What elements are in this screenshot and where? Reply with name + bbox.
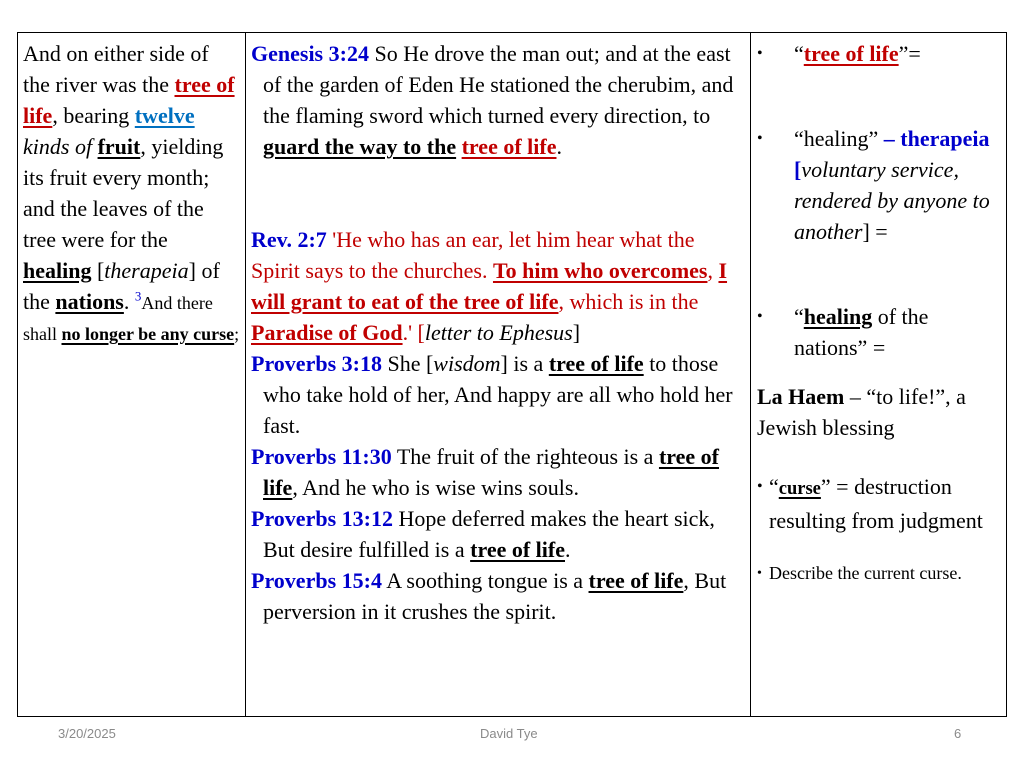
bullet-icon: • [757,478,763,495]
grant-to-eat-highlight: I will grant to eat of the tree of life [251,258,728,314]
verse-text: , which is in the [558,289,699,314]
footer-page-number: 6 [954,726,962,741]
therapeia-definition: voluntary service, rendered by anyone to another [794,157,990,244]
verse-number: 3 [134,288,142,304]
verse-reference: Proverbs 3:18 [251,351,382,376]
passage-text: . [123,289,135,314]
healing-highlight: healing [23,258,92,283]
revelation-text-cell [18,33,246,716]
bullet-icon: • [757,308,763,325]
bullet-text-part: of the nations” = [794,304,929,360]
verse-text: She [ [381,351,434,376]
tree-of-life-highlight: tree of life [461,134,557,159]
bullet-tree-of-life [757,38,1000,69]
la-haem-note [757,381,1000,443]
passage-text: kinds of [23,134,98,159]
bullet-text-part: “ [769,474,779,499]
revelation-passage [23,38,241,348]
revelation-2-7-reference [251,224,744,348]
verse-text: So He drove the man out; and at the east of the garden of Eden He stationed the cherubim, and the flaming sword which turned every direction, to [263,41,734,128]
fruit-highlight: fruit [97,134,141,159]
cross-references-cell [246,33,751,716]
twelve-highlight: twelve [134,103,195,128]
letter-note: letter to Ephesus [424,320,573,345]
verse-text: .' [ [402,320,425,345]
verse-text: to those who take hold of her, And happy are all who hold her fast. [263,351,733,438]
verse-reference: Proverbs 11:30 [251,444,392,469]
verse-text: , But perversion in it crushes the spirit. [263,568,727,624]
bullet-healing-nations [757,301,1000,363]
bullet-text-part: “ [794,304,804,329]
tree-of-life-highlight: tree of life [548,351,644,376]
passage-text: ] [188,258,196,283]
la-haem-term: La Haem [757,384,845,409]
verse-reference: Rev. 2:7 [251,227,327,252]
bullet-describe-curse [757,560,1000,587]
verse-reference: Genesis 3:24 [251,41,369,66]
tree-of-life-highlight: tree of life [470,537,565,562]
bullet-text-part: “ [794,41,804,66]
verse-text: 'He who has an ear, let him hear what the Spirit says to the churches. [251,227,695,283]
verse-reference: Proverbs 15:4 [251,568,382,593]
nations-highlight: nations [55,289,124,314]
proverbs-15-4-reference [251,565,744,627]
bullet-healing-therapeia [757,123,1000,247]
proverbs-3-18-reference [251,348,744,441]
passage-text: And there shall [23,293,213,344]
bullet-text-part: ” = destruction resulting from judgment [769,474,983,533]
tree-of-life-highlight: tree of life [803,41,899,66]
bullet-text-part: [ [794,157,802,182]
bullet-icon: • [757,566,762,581]
footer-date: 3/20/2025 [58,726,116,741]
passage-text: , bearing [52,103,135,128]
bullet-text-part: ] = [862,219,888,244]
paradise-of-god-highlight: Paradise of God [251,320,403,345]
wisdom-term: wisdom [433,351,501,376]
passage-text: of the [23,258,220,314]
verse-text: A soothing tongue is a [381,568,589,593]
proverbs-11-30-reference [251,441,744,503]
bullet-curse [757,471,1000,536]
bullet-text [794,301,1000,363]
content-table [17,32,1007,717]
footer-author: David Tye [480,726,538,741]
passage-text: ; [234,324,240,344]
bullet-text-part: ”= [898,41,921,66]
bullet-text-part: “healing” [794,126,884,151]
verse-text: Hope deferred makes the heart sick, But desire fulfilled is a [263,506,715,562]
verse-text: . [556,134,562,159]
passage-intro: And on either side of the river was the [23,41,209,97]
therapeia-term: – therapeia [883,126,990,151]
bullet-text [769,471,1000,536]
verse-text: . [565,537,571,562]
healing-highlight: healing [803,304,873,329]
bullet-text [794,123,1000,247]
verse-reference: Proverbs 13:12 [251,506,393,531]
bullet-icon: • [757,45,763,62]
genesis-reference [251,38,744,162]
tree-of-life-highlight: tree of life [263,444,720,500]
guard-the-way-highlight: guard the way to the [263,134,457,159]
tree-of-life-highlight: tree of life [588,568,684,593]
bullet-text: Describe the current curse. [769,563,962,583]
verse-text: , [707,258,719,283]
overcomes-highlight: To him who overcomes [492,258,708,283]
curse-highlight: curse [778,479,821,499]
definitions-cell [751,33,1006,716]
verse-text: ] [572,320,581,345]
tree-of-life-highlight: tree of life [23,72,235,128]
verse-text: , And he who is wise wins souls. [292,475,579,500]
bullet-text [794,38,921,69]
passage-text: , yielding its fruit every month; and the leaves of the tree were for the [23,134,224,252]
bullet-icon: • [757,130,763,147]
la-haem-text: – “to life!”, a Jewish blessing [757,384,966,440]
passage-text: [ [91,258,105,283]
verse-text: The fruit of the righteous is a [391,444,659,469]
proverbs-13-12-reference [251,503,744,565]
therapeia-term: therapeia [104,258,189,283]
verse-text: ] is a [500,351,549,376]
no-longer-curse-highlight: no longer be any curse [61,324,235,344]
